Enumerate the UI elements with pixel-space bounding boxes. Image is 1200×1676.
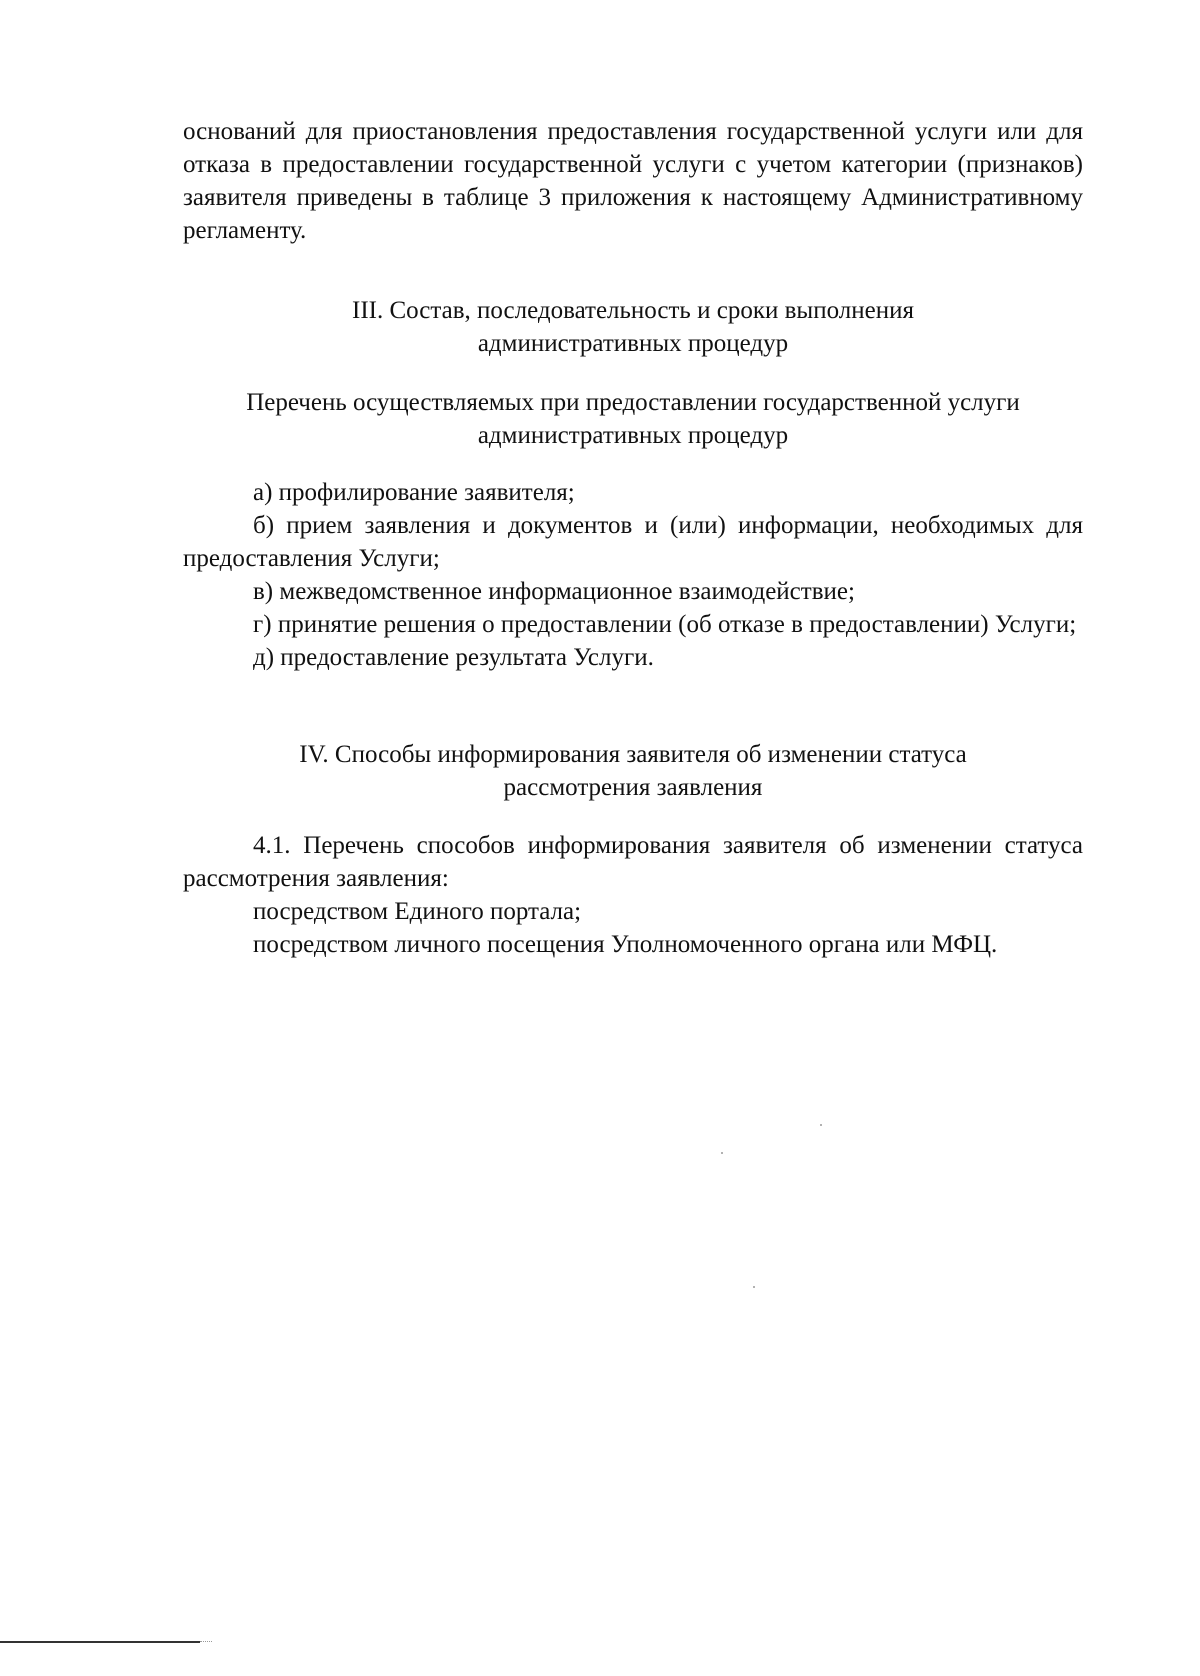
section4-body bbox=[183, 829, 1083, 961]
paragraph-4-1: 4.1. Перечень способов информирования заявителя об изменении статуса рассмотрения заявления: bbox=[183, 832, 1083, 892]
section4-title-line2: рассмотрения заявления bbox=[503, 774, 763, 801]
procedure-item-v: в) межведомственное информационное взаимодействие; bbox=[253, 578, 855, 605]
section3-procedure-list bbox=[183, 476, 1083, 674]
intro-paragraph-block bbox=[183, 115, 1083, 247]
section3-subtitle-line1: Перечень осуществляемых при предоставлении государственной услуги bbox=[246, 389, 1020, 416]
intro-paragraph: оснований для приостановления предоставления государственной услуги или для отказа в предоставлении государственной услуги с учетом категории (признаков) заявителя приведены в таблице 3 приложения к настоящему Административному регламенту. bbox=[183, 118, 1083, 244]
procedure-item-d: д) предоставление результата Услуги. bbox=[253, 644, 654, 671]
section3-subtitle-line2: административных процедур bbox=[477, 422, 789, 449]
footnote-rule bbox=[0, 1641, 200, 1643]
footnote-rule-tail bbox=[200, 1641, 212, 1642]
section4-title-line1: IV. Способы информирования заявителя об изменении статуса bbox=[299, 741, 967, 768]
procedure-item-a: а) профилирование заявителя; bbox=[253, 479, 575, 506]
notification-method-portal: посредством Единого портала; bbox=[253, 898, 582, 925]
section3-title-line2: административных процедур bbox=[477, 330, 789, 357]
notification-method-visit: посредством личного посещения Уполномоченного органа или МФЦ. bbox=[253, 931, 998, 958]
procedure-item-b: б) прием заявления и документов и (или) информации, необходимых для предоставления Услуги; bbox=[183, 512, 1083, 572]
scan-speck bbox=[820, 1124, 822, 1126]
section3-title-line1: III. Состав, последовательность и сроки выполнения bbox=[352, 297, 914, 324]
scan-speck bbox=[721, 1152, 723, 1154]
procedure-item-g: г) принятие решения о предоставлении (об отказе в предоставлении) Услуги; bbox=[253, 611, 1077, 638]
scan-speck bbox=[753, 1286, 755, 1288]
